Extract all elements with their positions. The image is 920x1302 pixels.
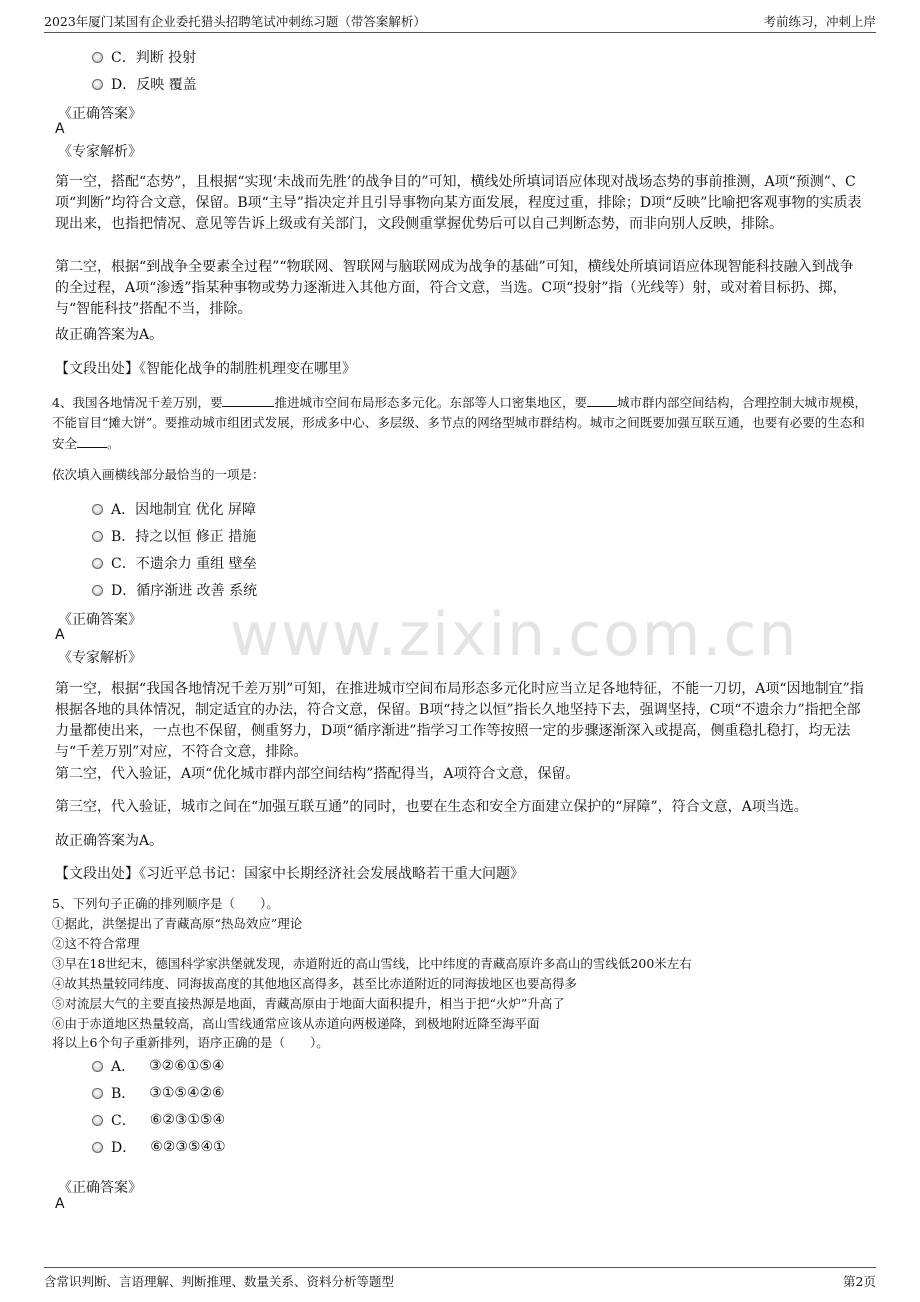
option-text: ③①⑤④②⑥ — [149, 1085, 225, 1101]
q3-option-d[interactable] — [92, 74, 197, 94]
sentence-item: ③早在18世纪末，德国科学家洪堡就发现，赤道附近的高山雪线，比中纬度的青藏高原许多高山的雪线低200米左右 — [52, 956, 692, 971]
answer-conclusion: 故正确答案为A。 — [55, 327, 164, 343]
option-key: A． — [111, 502, 136, 518]
option-key: C． — [111, 50, 136, 66]
option-key: B． — [111, 1086, 136, 1102]
radio-icon[interactable] — [92, 1088, 103, 1099]
option-text: 持之以恒 修正 措施 — [135, 529, 257, 545]
analysis-paragraph: 第三空，代入验证，城市之间在“加强互联互通”的同时，也要在生态和安全方面建立保护的“屏障”，符合文意，A项当选。 — [55, 799, 808, 815]
sentence-item: ④故其热量较同纬度、同海拔高度的其他地区高得多，甚至比赤道附近的同海拔地区也要高得多 — [52, 976, 578, 991]
option-key: D． — [111, 583, 137, 599]
analysis-label: 《专家解析》 — [58, 650, 142, 666]
q3-option-c[interactable] — [92, 47, 196, 67]
q4-option-c[interactable] — [92, 553, 257, 573]
option-text: ⑥②③⑤④① — [150, 1139, 226, 1155]
answer-conclusion: 故正确答案为A。 — [55, 833, 164, 849]
analysis-paragraph: 第二空，代入验证，A项“优化城市群内部空间结构”搭配得当，A项符合文意，保留。 — [55, 766, 580, 782]
analysis-label: 《专家解析》 — [58, 144, 142, 160]
q5-option-c[interactable] — [92, 1110, 225, 1130]
q4-option-a[interactable] — [92, 499, 256, 519]
radio-icon[interactable] — [92, 531, 103, 542]
footer-divider — [44, 1267, 876, 1268]
q4-option-b[interactable] — [92, 526, 256, 546]
q4-option-d[interactable] — [92, 580, 257, 600]
sentence-item: ⑤对流层大气的主要直接热源是地面，青藏高原由于地面大面积提升，相当于把“火炉”升高了 — [52, 996, 565, 1011]
fill-blank — [77, 433, 107, 448]
page-number: 第2页 — [843, 1274, 876, 1289]
q5-option-a[interactable] — [92, 1056, 224, 1076]
passage-source: 【文段出处】《习近平总书记：国家中长期经济社会发展战略若干重大问题》 — [55, 866, 524, 882]
radio-icon[interactable] — [92, 79, 103, 90]
option-text: 循序渐进 改善 系统 — [136, 583, 258, 599]
option-key: D． — [111, 1140, 137, 1156]
option-text: 判断 投射 — [135, 50, 197, 66]
option-key: C． — [111, 1113, 136, 1129]
footer-note: 含常识判断、言语理解、判断推理、数量关系、资料分析等题型 — [44, 1274, 395, 1289]
answer-value: A — [55, 627, 65, 643]
passage-source: 【文段出处】《智能化战争的制胜机理变在哪里》 — [55, 361, 356, 377]
answer-label: 《正确答案》 — [58, 106, 142, 122]
analysis-paragraph: 第二空，根据“到战争全要素全过程”“物联网、智联网与脑联网成为战争的基础”可知，横线处所填词语应体现智能科技融入到战争的全过程，A项“渗透”指某种事物或势力逐渐进入其他方面，符合文意，当选。C项“投射”指（光线等）射，或对着目标扔、掷，与“智能科技”搭配不当，排除。 — [55, 259, 854, 317]
option-text: 不遗余力 重组 壁垒 — [135, 556, 257, 572]
radio-icon[interactable] — [92, 558, 103, 569]
analysis-paragraph: 第一空，搭配“态势”，且根据“实现‘未战而先胜’的战争目的”可知，横线处所填词语应体现对战场态势的事前推测，A项“预测”、C项“判断”均符合文意，保留。B项“主导”指决定并且引导事物向某方面发展，程度过重，排除；D项“反映”比喻把客观事物的实质表现出来，也指把情况、意见等告诉上级或有关部门，文段侧重掌握优势后可以自己判断态势，而非向别人反映，排除。 — [55, 174, 862, 232]
option-key: C． — [111, 556, 136, 572]
header-slogan: 考前练习，冲刺上岸 — [763, 14, 876, 29]
option-text: 因地制宜 优化 屏障 — [135, 502, 257, 518]
sentence-item: ②这不符合常理 — [52, 936, 140, 951]
question-prompt: 依次填入画横线部分最恰当的一项是： — [52, 467, 265, 482]
answer-value: A — [55, 1196, 65, 1212]
radio-icon[interactable] — [92, 1142, 103, 1153]
answer-label: 《正确答案》 — [58, 1180, 142, 1196]
radio-icon[interactable] — [92, 1061, 103, 1072]
option-key: D． — [111, 77, 137, 93]
watermark: www.zixin.com.cn — [230, 600, 799, 670]
question-stem: 4、我国各地情况千差万别，要 推进城市空间布局形态多元化。东部等人口密集地区，要 城市群内部空间结构，合理控制大城市规模，不能盲目“摊大饼”。要推动城市组团式发展，形成多中心、多层级、多节点的网络型城市群结构。城市之间既要加强互联互通，也要有必要的生态和安全 。 — [52, 392, 870, 454]
question-stem: 5、下列句子正确的排列顺序是（ ）。 — [52, 896, 279, 911]
answer-label: 《正确答案》 — [58, 612, 142, 628]
document-title: 2023年厦门某国有企业委托猎头招聘笔试冲刺练习题（带答案解析） — [44, 14, 426, 29]
q5-option-d[interactable] — [92, 1137, 226, 1157]
option-text: 反映 覆盖 — [136, 77, 197, 93]
q5-option-b[interactable] — [92, 1083, 225, 1103]
page-header — [0, 0, 920, 34]
answer-value: A — [55, 121, 65, 137]
sentence-item: ①据此，洪堡提出了青藏高原“热岛效应”理论 — [52, 916, 303, 931]
option-key: A． — [111, 1059, 136, 1075]
sentence-item: ⑥由于赤道地区热量较高，高山雪线通常应该从赤道向两极递降，到极地附近降至海平面 — [52, 1016, 540, 1031]
fill-blank — [222, 392, 274, 407]
radio-icon[interactable] — [92, 585, 103, 596]
option-key: B． — [111, 529, 136, 545]
option-text: ③②⑥①⑤④ — [149, 1058, 225, 1074]
radio-icon[interactable] — [92, 1115, 103, 1126]
analysis-paragraph: 第一空，根据“我国各地情况千差万别”可知，在推进城市空间布局形态多元化时应当立足各地特征，不能一刀切，A项“因地制宜”指根据各地的具体情况，制定适宜的办法，符合文意，保留。B项“持之以恒”指长久地坚持下去，强调坚持，C项“不遗余力”指把全部力量都使出来，一点也不保留，侧重努力，D项“循序渐进”指学习工作等按照一定的步骤逐渐深入或提高，侧重稳扎稳打，均无法与“千差万别”对应，不符合文意，排除。 — [55, 681, 864, 760]
radio-icon[interactable] — [92, 52, 103, 63]
question-instruction: 将以上6个句子重新排列，语序正确的是（ ）。 — [52, 1035, 329, 1050]
header-divider — [44, 32, 876, 33]
option-text: ⑥②③①⑤④ — [149, 1112, 226, 1128]
radio-icon[interactable] — [92, 504, 103, 515]
fill-blank — [587, 392, 617, 407]
